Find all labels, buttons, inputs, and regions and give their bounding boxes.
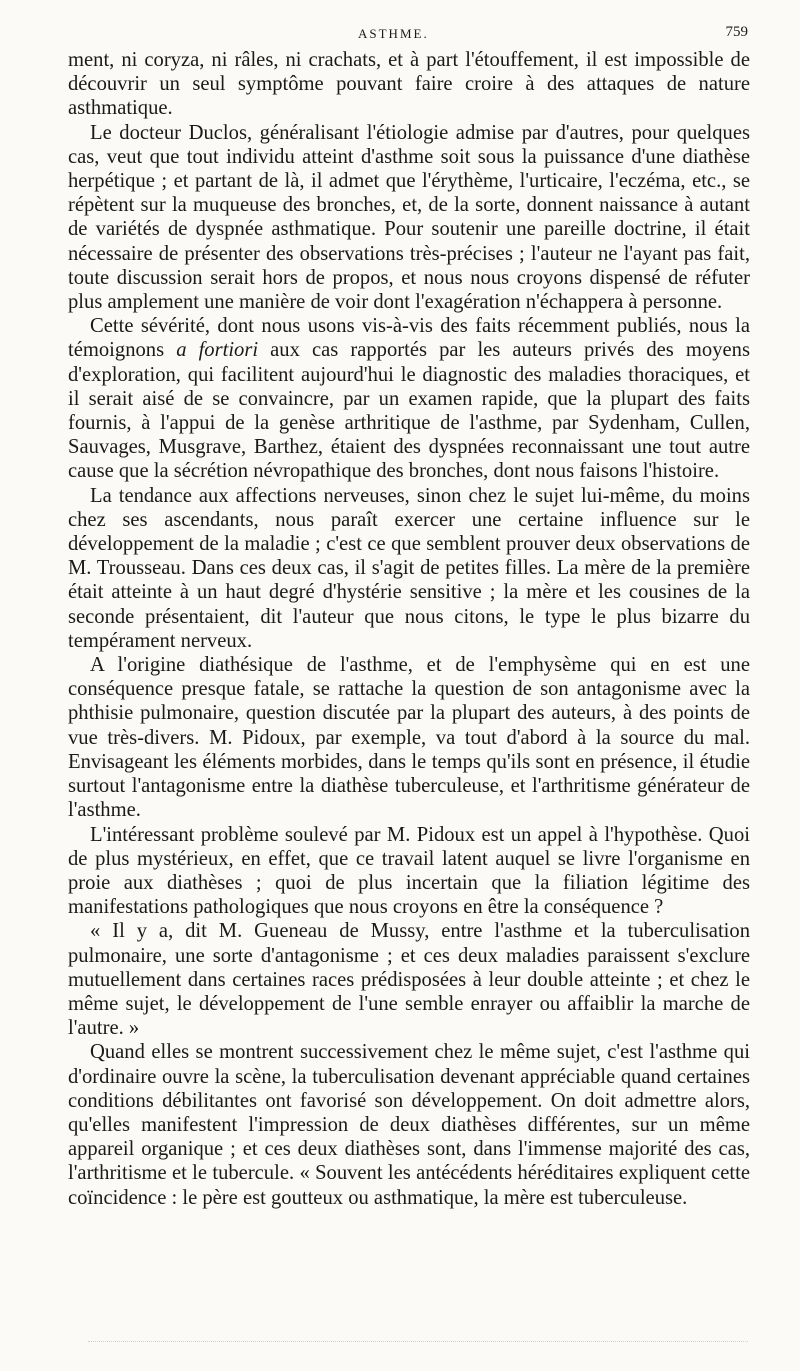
paragraph-origine: A l'origine diathésique de l'asthme, et de l'emphysème qui en est une conséquence presque fatale, se rattache la question de son antagonisme avec la phthisie pulmonaire, question discutée par la plupart des auteurs, à des points de vue très-divers. M. Pidoux, par exemple, va tout d'abord à la source du mal. Envisageant les éléments morbides, dans le temps qu'ils sont en présence, il étudie surtout l'antagonisme entre la diathèse tuberculeuse, et l'arthritisme générateur de l'asthme. [68,654,750,822]
paragraph-severite [68,314,750,483]
page-number: 759 [725,24,748,40]
paragraph-quote-gueneau: « Il y a, dit M. Gueneau de Mussy, entre l'asthme et la tuberculisation pulmonaire, une sorte d'antagonisme ; et ces deux maladies paraissent s'exclure mutuellement dans certaines races prédisposées à leur double atteinte ; et chez le même sujet, le développement de l'une semble enrayer ou affaiblir la marche de l'autre. » [68,920,750,1040]
book-page [68,20,750,1210]
paragraph-probleme: L'intéressant problème soulevé par M. Pidoux est un appel à l'hypothèse. Quoi de plus mystérieux, en effet, que ce travail latent auquel se livre l'organisme en proie aux diathèses ; quoi de plus incertain que la filiation légitime des manifestations pathologiques que nous croyons en être la conséquence ? [68,823,750,919]
paragraph-severite-part2: aux cas rapportés par les auteurs privés des moyens d'exploration, qui facilitent aujourd'hui le diagnostic des maladies thoraciques, et il serait aisé de se convaincre, par un examen rapide, que la plupart des faits fournis, à l'appui de la genèse arthritique de l'asthme, par Sydenham, Cullen, Sauvages, Musgrave, Barthez, étaient des dyspnées reconnaissant une tout autre cause que la sécrétion névropathique des bronches, dont nous faisons l'histoire. [68,339,750,483]
paragraph-quand: Quand elles se montrent successivement chez le même sujet, c'est l'asthme qui d'ordinaire ouvre la scène, la tuberculisation devenant appréciable quand certaines conditions débilitantes ont favorisé son développement. On doit admettre alors, qu'elles manifestent l'impression de deux diathèses différentes, sur un même appareil organique ; et ces deux diathèses sont, dans l'immense majorité des cas, l'arthritisme et le tubercule. « Souvent les antécédents héréditaires expliquent cette coïncidence : le père est goutteux ou asthmatique, la mère est tuberculeuse. [68,1041,750,1209]
paragraph-continuation: ment, ni coryza, ni râles, ni crachats, et à part l'étouffement, il est impossible de découvrir un seul symptôme pouvant faire croire à des attaques de nature asthmatique. [68,49,750,120]
running-title: ASTHME. [358,26,429,41]
paragraph-severite-italic: a fortiori [176,339,259,362]
page-footer-specks [88,1335,748,1342]
page-header [68,20,750,48]
body-text [68,48,750,1210]
paragraph-tendance: La tendance aux affections nerveuses, sinon chez le sujet lui-même, du moins chez ses ascendants, nous paraît exercer une certaine influence sur le développement de la maladie ; c'est ce que semblent prouver deux observations de M. Trousseau. Dans ces deux cas, il s'agit de petites filles. La mère de la première était atteinte à un haut degré d'hystérie sensitive ; la mère et les cousines de la seconde présentaient, dit l'auteur que nous citons, le type le plus bizarre du tempérament nerveux. [68,484,750,652]
paragraph-severite-part1: Cette sévérité, dont nous usons vis-à-vis des faits récemment publiés, nous la témoignons [68,315,750,362]
paragraph-duclos: Le docteur Duclos, généralisant l'étiologie admise par d'autres, pour quelques cas, veut que tout individu atteint d'asthme soit sous la puissance d'une diathèse herpétique ; et partant de là, il admet que l'érythème, l'urticaire, l'eczéma, etc., se répètent sur la muqueuse des bronches, et, de la sorte, donnent naissance à autant de variétés de dyspnée asthmatique. Pour soutenir une pareille doctrine, il était nécessaire de présenter des observations très-précises ; l'auteur ne l'ayant pas fait, toute discussion serait hors de propos, et nous nous croyons dispensé de réfuter plus amplement une manière de voir dont l'exagération n'échappera à personne. [68,121,750,314]
